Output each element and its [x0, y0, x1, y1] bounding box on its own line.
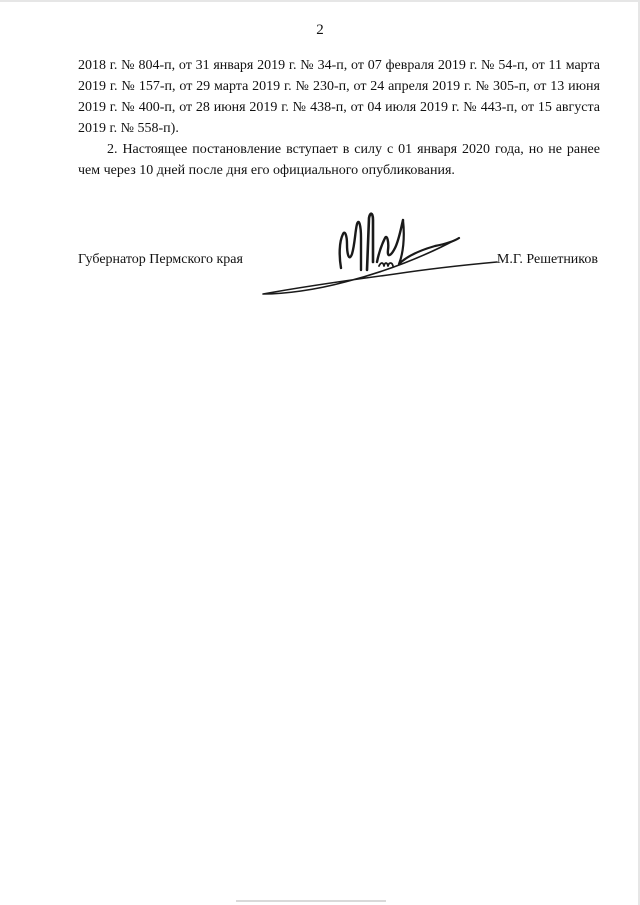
signatory-position: Губернатор Пермского края	[78, 252, 243, 267]
scan-bottom-mark	[236, 900, 386, 902]
signatory-name: М.Г. Решетников	[496, 252, 598, 267]
handwritten-signature	[255, 198, 500, 303]
paragraph-effective-date: 2. Настоящее постановление вступает в силу с 01 января 2020 года, но не ранее чем через 10 дней после дня его официального опубликования.	[78, 142, 600, 178]
scan-edge-top	[0, 0, 640, 2]
document-body	[78, 55, 600, 181]
page-number: 2	[316, 22, 324, 38]
paragraph-amendments-list: 2018 г. № 804-п, от 31 января 2019 г. № 34-п, от 07 февраля 2019 г. № 54-п, от 11 марта 2019 г. № 157-п, от 29 марта 2019 г. № 230-п, от 24 апреля 2019 г. № 305-п, от 13 июня 2019 г. № 400-п, от 28 июня 2019 г. № 438-п, от 04 июля 2019 г. № 443-п, от 15 августа 2019 г. № 558-п).	[78, 58, 600, 136]
